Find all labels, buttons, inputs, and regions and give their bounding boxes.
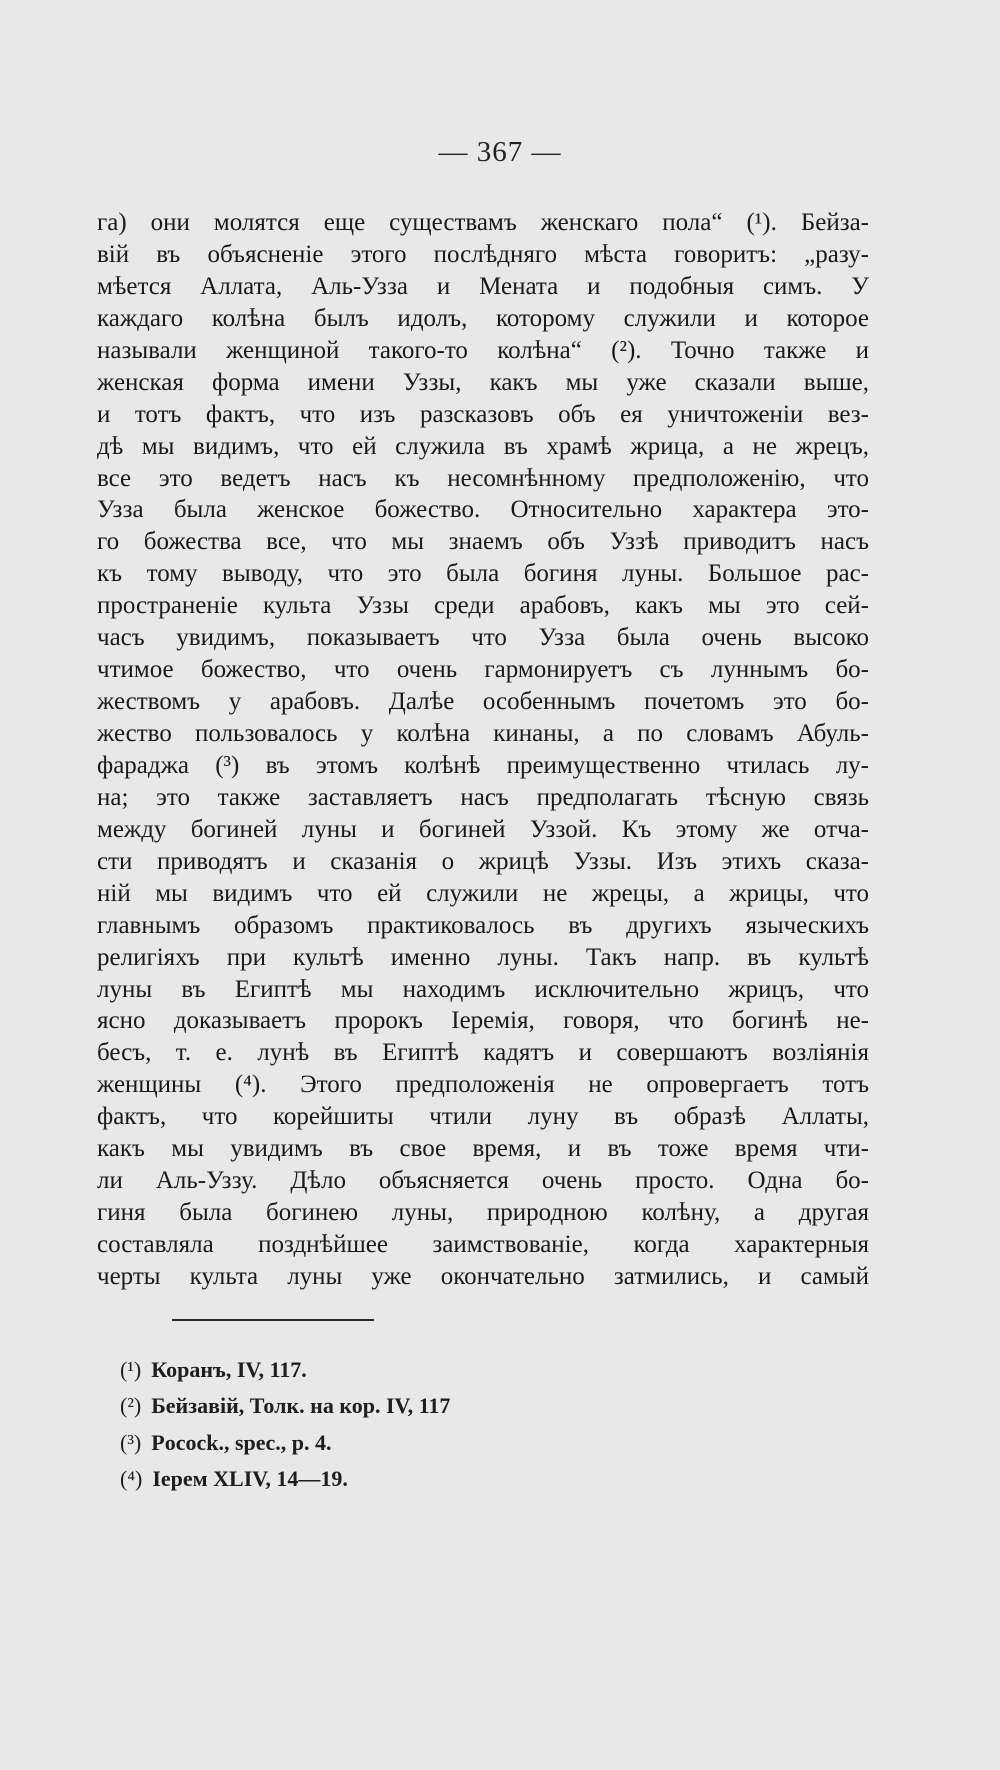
body-line: фактъ, что корейшиты чтили луну въ образѣ Аллаты, <box>97 1103 869 1131</box>
footnote-text: Бейзавій, Толк. на кор. IV, 117 <box>151 1393 451 1419</box>
body-line: часъ увидимъ, показываетъ что Узза была очень высоко <box>97 624 869 652</box>
footnote-marker: (¹) <box>120 1357 142 1382</box>
body-line: го божества все, что мы знаемъ объ Уззѣ приводитъ насъ <box>97 528 869 556</box>
footnote-text: Коранъ, IV, 117. <box>151 1357 307 1382</box>
body-line: га) они молятся еще существамъ женскаго пола“ (¹). Бейза- <box>97 209 869 236</box>
footnote <box>120 1388 720 1424</box>
body-text <box>97 207 869 1293</box>
body-line: женская форма имени Уззы, какъ мы уже сказали выше, <box>97 368 869 396</box>
body-line: черты культа луны уже окончательно затмились, и самый <box>97 1262 869 1290</box>
body-line: ній мы видимъ что ей служили не жрецы, а жрицы, что <box>97 879 869 907</box>
body-line: чтимое божество, что очень гармонируетъ съ луннымъ бо- <box>97 656 869 684</box>
footnote-marker: (³) <box>120 1429 142 1455</box>
body-line: на; это также заставляетъ насъ предполагать тѣсную связь <box>97 783 869 811</box>
body-line: гиня была богинею луны, природною колѣну, а другая <box>97 1199 869 1227</box>
body-line: пространеніе культа Уззы среди арабовъ, какъ мы это сей- <box>97 592 869 620</box>
body-line: жествомъ у арабовъ. Далѣе особеннымъ почетомъ это бо- <box>97 688 869 716</box>
body-line: составляла позднѣйшее заимствованіе, когда характерныя <box>97 1231 869 1258</box>
body-line: женщины (⁴). Этого предположенія не опровергаетъ тотъ <box>97 1071 869 1099</box>
body-line: главнымъ образомъ практиковалось въ другихъ языческихъ <box>97 911 869 939</box>
body-line: къ тому выводу, что это была богиня луны. Большое рас- <box>97 560 869 588</box>
body-line: между богиней луны и богиней Уззой. Къ этому же отча- <box>97 815 869 843</box>
footnote-text: Pocock., spec., p. 4. <box>151 1429 332 1455</box>
body-line: жество пользовалось у колѣна кинаны, а по словамъ Абуль- <box>97 720 869 747</box>
body-line: и тотъ фактъ, что изъ разсказовъ объ ея уничтоженіи вез- <box>97 400 869 428</box>
body-line: бесъ, т. е. лунѣ въ Египтѣ кадятъ и совершаютъ возліянія <box>97 1039 869 1067</box>
footnote <box>120 1461 720 1497</box>
body-line: называли женщиной такого-то колѣна“ (²). Точно также и <box>97 336 869 364</box>
footnotes <box>120 1352 720 1497</box>
footnote <box>120 1352 720 1388</box>
footnote-marker: (²) <box>120 1393 142 1419</box>
body-line: мѣется Аллата, Аль-Узза и Мената и подобныя симъ. У <box>97 272 869 300</box>
body-line: религіяхъ при культѣ именно луны. Такъ напр. въ культѣ <box>97 943 869 971</box>
body-line: вій въ объясненіе этого послѣдняго мѣста говоритъ: „разу- <box>97 240 869 268</box>
page-number: — 367 — <box>438 136 562 168</box>
body-line: дѣ мы видимъ, что ей служила въ храмѣ жрица, а не жрецъ, <box>97 432 869 460</box>
body-line: все это ведетъ насъ къ несомнѣнному предположенію, что <box>97 464 869 492</box>
body-line: луны въ Египтѣ мы находимъ исключительно жрицъ, что <box>97 975 869 1003</box>
body-line: сти приводятъ и сказанія о жрицѣ Уззы. Изъ этихъ сказа- <box>97 847 869 875</box>
footnote-divider <box>172 1319 374 1321</box>
footnote-marker: (⁴) <box>120 1465 143 1491</box>
footnote-text: Іерем XLIV, 14—19. <box>152 1465 348 1491</box>
body-line: какъ мы увидимъ въ свое время, и въ тоже время чти- <box>97 1135 869 1163</box>
body-line: ясно доказываетъ пророкъ Іеремія, говоря, что богинѣ не- <box>97 1007 869 1035</box>
body-line: ли Аль-Уззу. Дѣло объясняется очень просто. Одна бо- <box>97 1167 869 1195</box>
body-line: каждаго колѣна былъ идолъ, которому служили и которое <box>97 304 869 332</box>
body-line: Узза была женское божество. Относительно характера это- <box>97 496 869 524</box>
body-line: фараджа (³) въ этомъ колѣнѣ преимущественно чтилась лу- <box>97 751 869 779</box>
footnote <box>120 1425 720 1461</box>
